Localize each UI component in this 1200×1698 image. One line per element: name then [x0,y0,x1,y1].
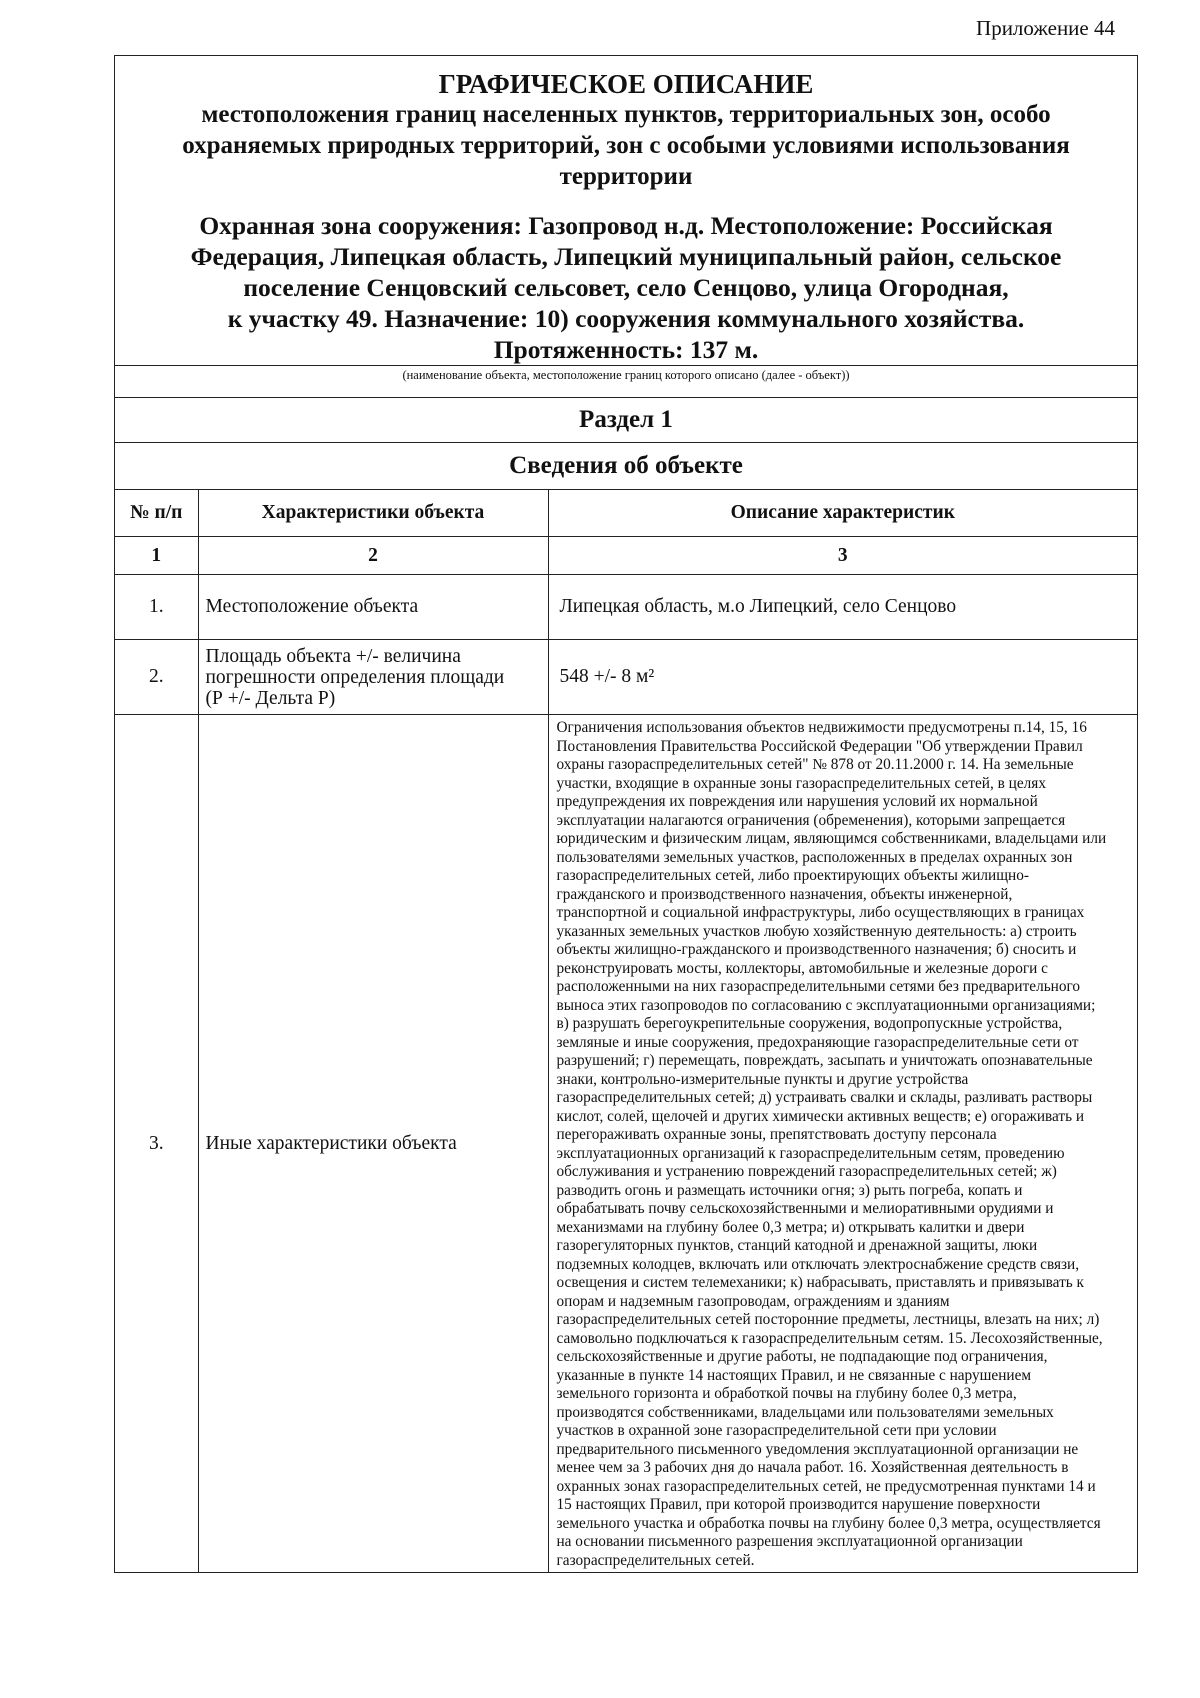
description-line: опорам и надземным газопроводам, ограждениям и зданиям [556,1292,950,1310]
description-line: разводить огонь и размещать источники огня; з) рыть погреба, копать и [556,1181,1023,1199]
document-title: ГРАФИЧЕСКОЕ ОПИСАНИЕ [438,69,814,99]
object-line: Федерация, Липецкая область, Липецкий муниципальный район, сельское [190,242,1062,271]
object-name [115,210,1137,365]
description-line: на основании письменного разрешения эксплуатационной организации [556,1533,1023,1550]
description-line: 15 настоящих Правил, при которой производится нарушение поверхности [556,1496,1041,1513]
description-line: Постановления Правительства Российской Федерации "Об утверждении Правил [556,737,1083,755]
description-line: освещения и систем телемеханики; к) набрасывать, приставлять и привязывать к [556,1274,1084,1291]
description-line: предупреждения их повреждения или нарушения условий их нормальной [556,793,1038,810]
object-caption: (наименование объекта, местоположение границ которого описано (далее - объект)) [115,365,1137,398]
row-characteristic [198,640,548,715]
characteristic-line: (Р +/- Дельта Р) [205,687,336,709]
description-line: земляные и иные сооружения, предохраняющие газораспределительные сети от [556,1033,1079,1051]
table-row [115,640,1137,715]
description-line: кислот, солей, щелочей и других химически активных веществ; е) огораживать и [556,1107,1085,1125]
description-line: эксплуатации налагаются ограничения (обременения), которыми запрещается [556,811,1066,829]
appendix-label: Приложение 44 [976,16,1115,40]
description-line: механизмами на глубину более 0,3 метра; и) открывать калитки и двери [556,1218,1025,1236]
characteristic-line: Площадь объекта +/- величина [205,645,461,667]
table-row [115,575,1137,640]
description-line: самовольно подключаться к газораспределительным сетям. 15. Лесохозяйственные, [556,1329,1103,1347]
description-line: пользователями земельных участков, расположенных в пределах охранных зон [556,848,1073,866]
description-line: охраны газораспределительных сетей" № 878 от 20.11.2000 г. 14. На земельные [556,756,1074,773]
table-row [115,715,1137,1573]
description-line: участков в охранной зоне газораспределительной сети при условии [556,1422,997,1439]
description-line: выноса этих газопроводов по согласованию с эксплуатационными организациями; [556,996,1096,1014]
description-line: указанных земельных участков любую хозяйственную деятельность: а) строить [556,922,1077,940]
description-line: обрабатывать почву сельскохозяйственными и мелиоративными орудиями и [556,1200,1054,1217]
object-line: поселение Сенцовский сельсовет, село Сенцово, улица Огородная, [243,273,1009,302]
table-header-row [115,490,1137,537]
description-line: газорегуляторных пунктов, станций катодной и дренажной защиты, люки [556,1237,1038,1254]
description-line: охранных зонах газораспределительных сетей, не предусмотренная пунктами 14 и [556,1477,1096,1495]
description-line: транспортной и социальной инфраструктуры, либо осуществляющих в границах [556,904,1085,921]
subtitle-line: местоположения границ населенных пунктов, территориальных зон, особо [201,101,1051,128]
header-cell-characteristic: Характеристики объекта [198,490,548,537]
description-line: Ограничения использования объектов недвижимости предусмотрены п.14, 15, 16 [556,719,1087,736]
description-line: гражданского и производственного назначения, объекты инженерной, [556,885,1013,903]
row-description: Липецкая область, м.о Липецкий, село Сенцово [548,575,1137,640]
row-description: 548 +/- 8 м² [548,640,1137,715]
description-line: объекты жилищно-гражданского и производственного назначения; б) сносить и [556,941,1077,958]
description-line: менее чем за 3 рабочих дня до начала работ. 16. Хозяйственная деятельность в [556,1459,1069,1476]
column-number: 1 [115,537,198,575]
object-line: Протяженность: 137 м. [493,335,759,364]
description-line: газораспределительных сетей посторонние предметы, лестницы, влезать на них; л) [556,1311,1100,1328]
description-line: сельскохозяйственные и другие работы, не подпадающие под ограничения, [556,1348,1048,1365]
description-line: подземных колодцев, включать или отключать электроснабжение средств связи, [556,1255,1080,1273]
description-line: земельного участка и обработка почвы на глубину более 0,3 метра, осуществляется [556,1514,1101,1532]
description-line: обслуживания и устранению повреждений газораспределительных сетей; ж) [556,1163,1057,1180]
column-number: 2 [198,537,548,575]
description-line: газораспределительных сетей. [556,1551,755,1569]
description-line: производятся собственниками, владельцами или пользователями земельных [556,1403,1054,1421]
document-header [115,56,1137,365]
column-number-row [115,537,1137,575]
description-line: знаки, контрольно-измерительные пункты и другие устройства [556,1070,969,1088]
row-number: 1. [115,575,198,640]
description-line: юридическим и физическим лицам, являющимся собственниками, владельцами или [556,830,1107,847]
description-line: предварительного письменного уведомления эксплуатационной организации не [556,1440,1079,1458]
description-line: участки, входящие в охранные зоны газораспределительных сетей, в целях [556,774,1046,792]
description-line: земельного горизонта и обработкой почвы на глубину более 0,3 метра, [556,1385,1017,1402]
object-info-table [115,490,1137,1573]
document-subtitle [115,99,1137,192]
description-line: эксплуатационных организаций к газораспределительным сетям, проведению [556,1144,1065,1162]
object-line: к участку 49. Назначение: 10) сооружения коммунального хозяйства. [227,304,1025,333]
description-line: газораспределительных сетей, либо проектирующих объекты жилищно- [556,867,1029,884]
section-title: Раздел 1 [115,398,1137,443]
description-line: перегораживать охранные зоны, препятствовать доступу персонала [556,1126,997,1143]
row-number: 2. [115,640,198,715]
description-line: указанные в пункте 14 настоящих Правил, и не связанные с нарушением [556,1366,1032,1384]
description-line: расположенными на них газораспределительными сетями без предварительного [556,978,1081,995]
row-characteristic: Иные характеристики объекта [198,715,548,1573]
row-characteristic: Местоположение объекта [198,575,548,640]
column-number: 3 [548,537,1137,575]
description-line: в) разрушать берегоукрепительные сооружения, водопропускные устройства, [556,1015,1063,1032]
object-line: Охранная зона сооружения: Газопровод н.д. Местоположение: Российская [199,211,1053,240]
row-number: 3. [115,715,198,1573]
header-cell-number: № п/п [115,490,198,537]
row-description-long [548,715,1137,1573]
subtitle-line: территории [559,163,693,190]
characteristic-line: погрешности определения площади [205,666,505,688]
document-frame [114,55,1138,1573]
description-line: разрушений; г) перемещать, повреждать, засыпать и уничтожать опознавательные [556,1052,1093,1069]
description-line: газораспределительных сетей; д) устраивать свалки и склады, разливать растворы [556,1089,1093,1106]
subtitle-line: охраняемых природных территорий, зон с особыми условиями использования [182,132,1070,159]
header-cell-description: Описание характеристик [548,490,1137,537]
description-line: реконструировать мосты, коллекторы, автомобильные и железные дороги с [556,959,1048,977]
section-subtitle: Сведения об объекте [115,443,1137,490]
